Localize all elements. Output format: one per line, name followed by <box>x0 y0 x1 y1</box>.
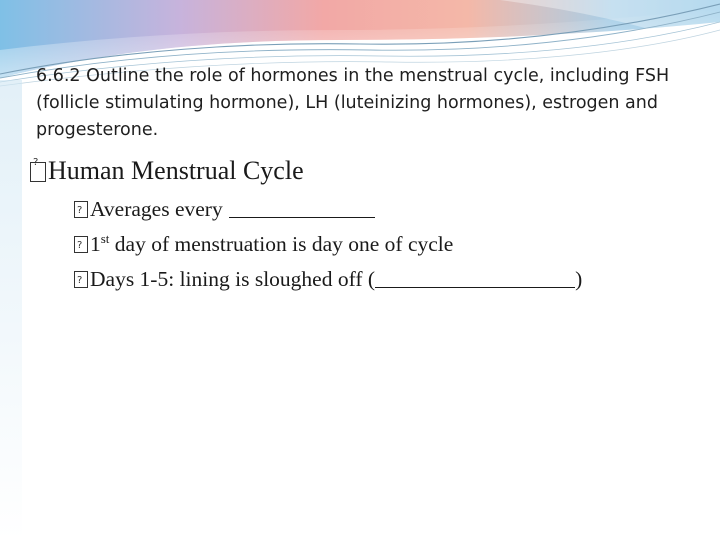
bullet-text-number: 1 <box>90 232 101 256</box>
bullet-item <box>74 229 582 264</box>
bullet-glyph-icon <box>74 201 88 218</box>
bullet-item <box>74 194 582 229</box>
bullet-list <box>74 194 582 299</box>
section-heading <box>30 156 304 186</box>
bullet-glyph-icon <box>74 271 88 288</box>
bullet-text: Days 1-5: lining is sloughed off <box>90 267 368 291</box>
close-paren: ) <box>575 267 583 291</box>
fill-in-blank <box>229 197 375 218</box>
open-paren: ( <box>367 267 376 291</box>
bullet-text: day of menstruation is day one of cycle <box>109 232 454 256</box>
bullet-item <box>74 264 582 299</box>
slide-title: 6.6.2 Outline the role of hormones in the menstrual cycle, including FSH (follicle stimulating hormone), LH (luteinizing hormones), estrogen and progesterone. <box>36 66 670 140</box>
section-heading-text: Human Menstrual Cycle <box>48 156 304 185</box>
bullet-text: Averages every <box>90 197 223 221</box>
ordinal-suffix: st <box>100 230 110 246</box>
bullet-glyph-icon <box>30 162 46 182</box>
bullet-glyph-icon <box>74 236 88 253</box>
fill-in-blank <box>375 267 575 288</box>
